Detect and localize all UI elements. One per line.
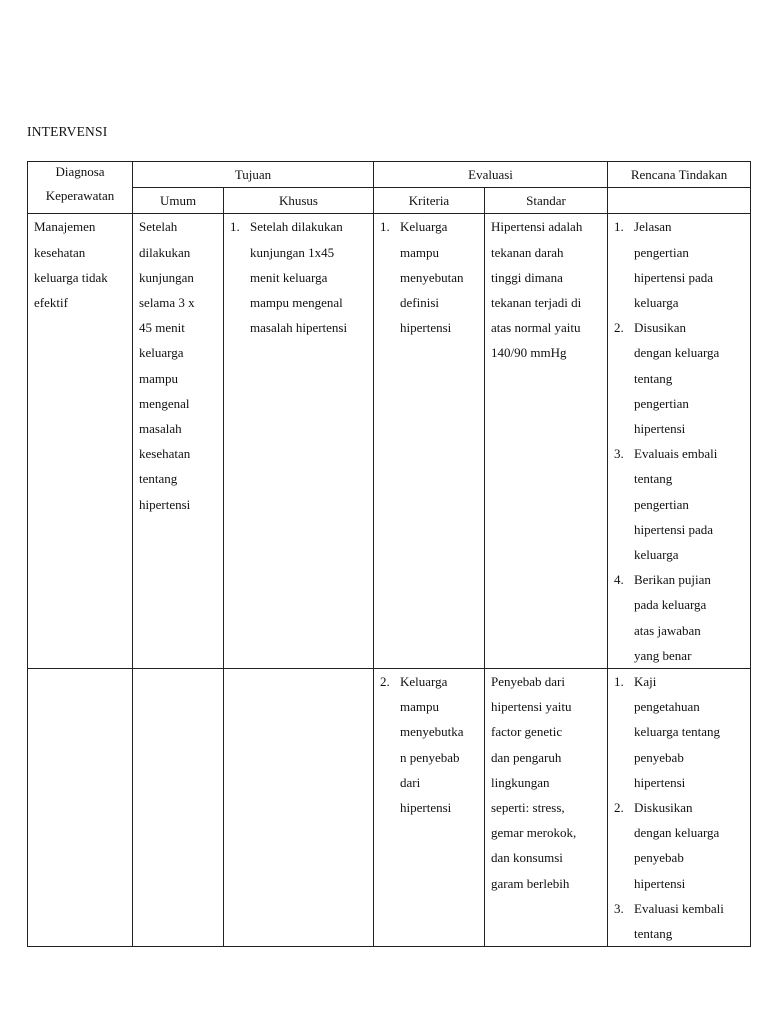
cell-standar xyxy=(485,669,608,947)
text-line: gemar merokok, xyxy=(491,825,577,841)
text-line: tekanan terjadi di xyxy=(491,295,582,311)
header-rencana-blank xyxy=(608,188,751,214)
header-rencana: Rencana Tindakan xyxy=(608,162,751,188)
text-line: 140/90 mmHg xyxy=(491,345,567,361)
cell-khusus xyxy=(224,669,374,947)
list-item-number: 2. xyxy=(614,800,624,816)
text-line: keluarga xyxy=(139,345,184,361)
header-evaluasi: Evaluasi xyxy=(374,162,608,188)
list-item xyxy=(614,669,748,795)
numbered-list xyxy=(224,214,373,340)
text-line: Penyebab dari xyxy=(491,674,566,690)
list-item xyxy=(230,214,371,340)
text-line: penyebab xyxy=(634,749,684,765)
text-line: 45 menit xyxy=(139,320,185,336)
text-line: Setelah dilakukan xyxy=(250,219,343,235)
text-line: Keluarga xyxy=(400,219,448,235)
list-item-number: 3. xyxy=(614,900,624,916)
numbered-list xyxy=(374,214,484,340)
text-line: kunjungan 1x45 xyxy=(250,244,335,260)
text-line: dari xyxy=(400,774,421,790)
text-line: dan konsumsi xyxy=(491,850,563,866)
cell-umum xyxy=(133,214,224,669)
header-row-1 xyxy=(28,162,751,188)
text-line: hipertensi xyxy=(634,421,686,437)
text-line: atas jawaban xyxy=(634,622,701,638)
text-line: kesehatan xyxy=(34,244,86,260)
text-line: Hipertensi adalah xyxy=(491,219,583,235)
text-line: menyebutka xyxy=(400,724,464,740)
text-line: tentang xyxy=(634,370,673,386)
text-line: tentang xyxy=(139,471,178,487)
cell-text xyxy=(485,214,607,365)
text-line: Setelah xyxy=(139,219,178,235)
text-line: Manajemen xyxy=(34,219,96,235)
text-line: hipertensi pada xyxy=(634,521,714,537)
text-line: definisi xyxy=(400,295,439,311)
text-line: efektif xyxy=(34,295,68,311)
list-item-number: 1. xyxy=(230,219,240,235)
text-line: dilakukan xyxy=(139,244,191,260)
text-line: hipertensi xyxy=(634,774,686,790)
numbered-list xyxy=(608,214,750,668)
text-line: tekanan darah xyxy=(491,244,564,260)
text-line: tentang xyxy=(634,471,673,487)
text-line: mampu mengenal xyxy=(250,295,343,311)
text-line: hipertensi xyxy=(400,800,452,816)
intervention-table xyxy=(27,161,751,947)
text-line: masalah hipertensi xyxy=(250,320,348,336)
header-standar: Standar xyxy=(485,188,608,214)
header-umum: Umum xyxy=(133,188,224,214)
text-line: Berikan pujian xyxy=(634,572,711,588)
page-heading: INTERVENSI xyxy=(27,124,108,139)
table-row xyxy=(28,214,751,669)
list-item xyxy=(614,795,748,896)
list-item xyxy=(380,669,482,820)
list-item-number: 1. xyxy=(614,674,624,690)
text-line: factor genetic xyxy=(491,724,563,740)
text-line: pengertian xyxy=(634,496,689,512)
text-line: kunjungan xyxy=(139,269,194,285)
text-line: menyebutan xyxy=(400,269,464,285)
list-item xyxy=(614,441,748,567)
text-line: mampu xyxy=(400,699,439,715)
text-line: dan pengaruh xyxy=(491,749,562,765)
list-item-number: 2. xyxy=(614,320,624,336)
cell-diagnosa xyxy=(28,669,133,947)
text-line: hipertensi xyxy=(400,320,452,336)
text-line: pengertian xyxy=(634,395,689,411)
list-item xyxy=(614,896,748,946)
text-line: Evaluasi kembali xyxy=(634,900,724,916)
text-line: dengan keluarga xyxy=(634,345,720,361)
cell-kriteria xyxy=(374,669,485,947)
header-tujuan: Tujuan xyxy=(133,162,374,188)
text-line: Jelasan xyxy=(634,219,672,235)
list-item xyxy=(614,567,748,668)
text-line: selama 3 x xyxy=(139,295,195,311)
text-line: mampu xyxy=(139,370,178,386)
list-item-number: 2. xyxy=(380,674,390,690)
text-line: keluarga xyxy=(634,295,679,311)
text-line: tentang xyxy=(634,926,673,942)
list-item-number: 1. xyxy=(380,219,390,235)
text-line: masalah xyxy=(139,421,182,437)
cell-rencana xyxy=(608,669,751,947)
cell-umum xyxy=(133,669,224,947)
text-line: Diskusikan xyxy=(634,800,693,816)
numbered-list xyxy=(608,669,750,946)
cell-diagnosa xyxy=(28,214,133,669)
text-line: hipertensi yaitu xyxy=(491,699,572,715)
text-line: kesehatan xyxy=(139,446,191,462)
text-line: tinggi dimana xyxy=(491,269,563,285)
header-row-2 xyxy=(28,188,751,214)
text-line: pengertian xyxy=(634,244,689,260)
cell-khusus xyxy=(224,214,374,669)
text-line: garam berlebih xyxy=(491,875,570,891)
header-diagnosa-line2: Keperawatan xyxy=(45,188,115,203)
table-row xyxy=(28,669,751,947)
text-line: pengetahuan xyxy=(634,699,700,715)
header-diagnosa xyxy=(28,162,133,214)
text-line: atas normal yaitu xyxy=(491,320,581,336)
text-line: Keluarga xyxy=(400,674,448,690)
numbered-list xyxy=(374,669,484,820)
list-item xyxy=(380,214,482,340)
text-line: mengenal xyxy=(139,395,190,411)
cell-standar xyxy=(485,214,608,669)
cell-text xyxy=(28,214,132,315)
header-khusus: Khusus xyxy=(224,188,374,214)
text-line: mampu xyxy=(400,244,439,260)
text-line: hipertensi xyxy=(139,496,191,512)
text-line: keluarga xyxy=(634,547,679,563)
text-line: pada keluarga xyxy=(634,597,707,613)
text-line: penyebab xyxy=(634,850,684,866)
list-item xyxy=(614,214,748,315)
cell-rencana xyxy=(608,214,751,669)
text-line: hipertensi pada xyxy=(634,269,714,285)
list-item-number: 1. xyxy=(614,219,624,235)
text-line: Evaluais embali xyxy=(634,446,718,462)
text-line: keluarga tidak xyxy=(34,269,108,285)
text-line: lingkungan xyxy=(491,774,550,790)
list-item xyxy=(614,315,748,441)
text-line: seperti: stress, xyxy=(491,800,565,816)
text-line: Kaji xyxy=(634,674,657,690)
text-line: Disusikan xyxy=(634,320,687,336)
list-item-number: 3. xyxy=(614,446,624,462)
text-line: hipertensi xyxy=(634,875,686,891)
header-diagnosa-line1: Diagnosa xyxy=(55,164,105,179)
list-item-number: 4. xyxy=(614,572,624,588)
text-line: keluarga tentang xyxy=(634,724,721,740)
text-line: dengan keluarga xyxy=(634,825,720,841)
cell-kriteria xyxy=(374,214,485,669)
cell-text xyxy=(485,669,607,896)
text-line: menit keluarga xyxy=(250,269,328,285)
header-kriteria: Kriteria xyxy=(374,188,485,214)
text-line: yang benar xyxy=(634,647,692,663)
text-line: n penyebab xyxy=(400,749,460,765)
cell-text xyxy=(133,214,223,516)
